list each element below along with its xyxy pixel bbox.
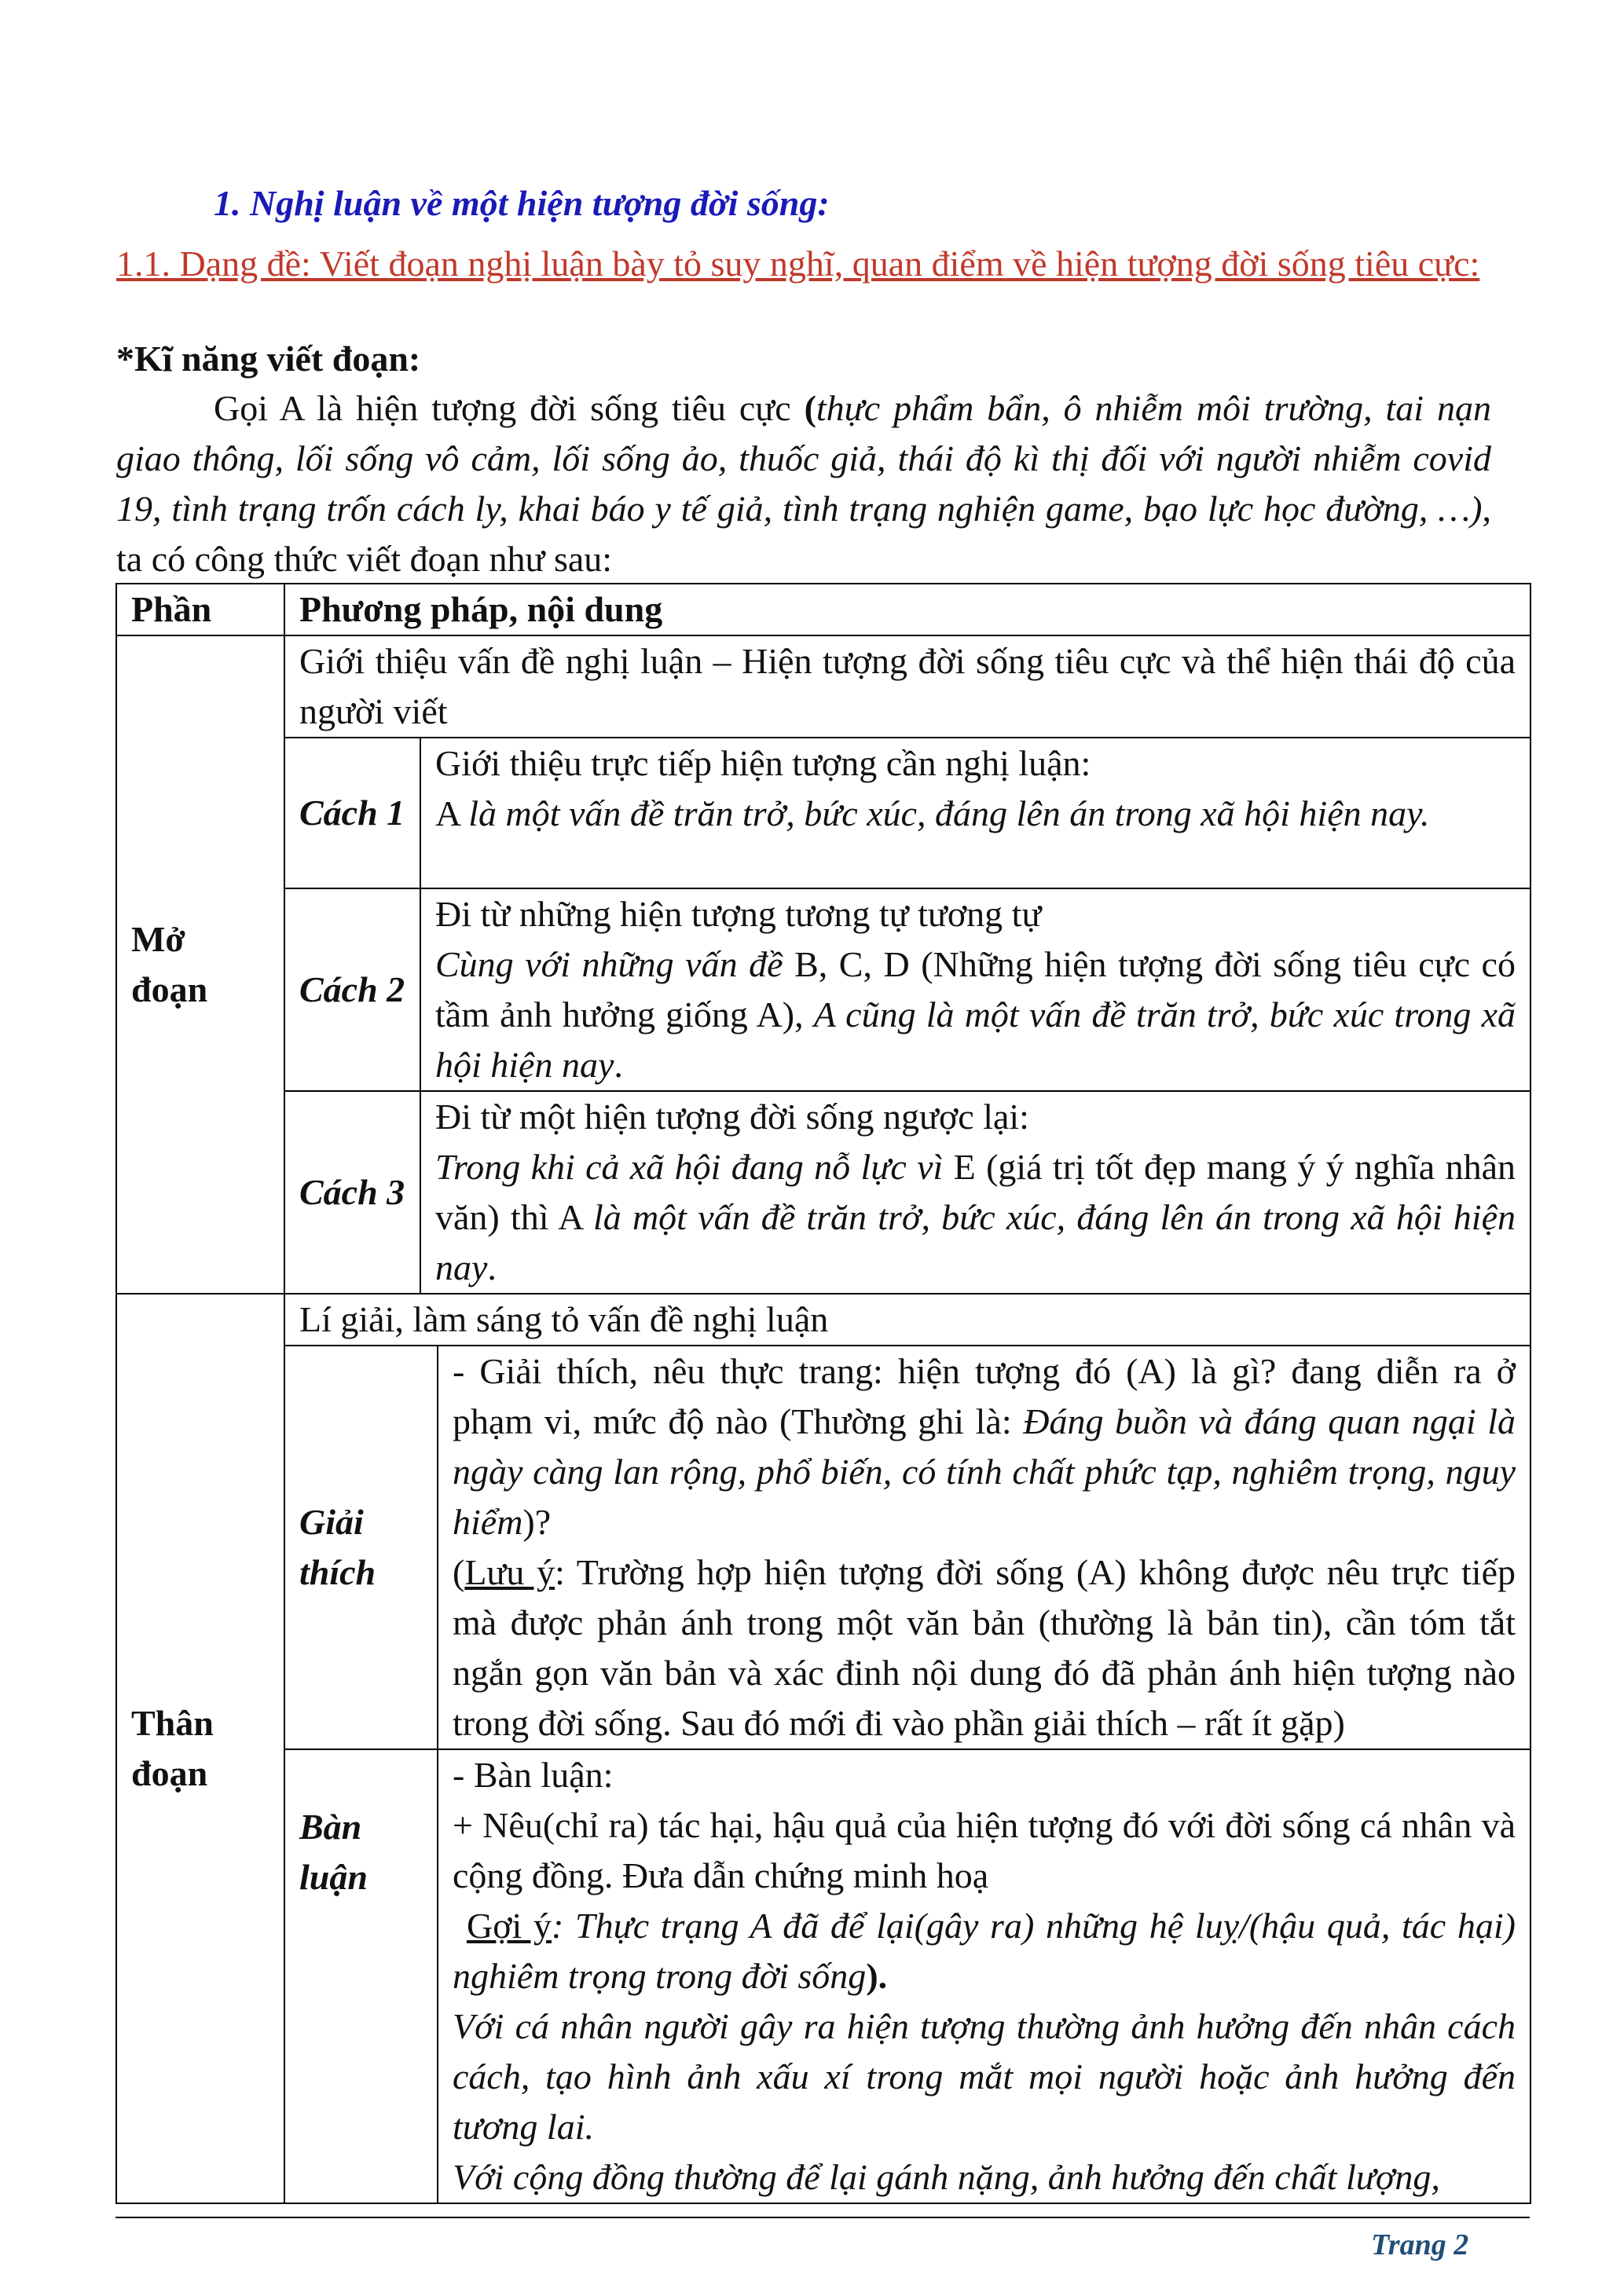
mo-doan-summary: Giới thiệu vấn đề nghị luận – Hiện tượng đời sống tiêu cực và thể hiện thái độ của người viết [284, 635, 1531, 738]
mo-doan-label: Mở đoạn [116, 635, 284, 1294]
skill-title: *Kĩ năng viết đoạn: [116, 339, 421, 379]
cach-3-row [116, 1091, 1531, 1294]
cach-1-row [116, 738, 1531, 888]
ban-luan-content: - Bàn luận: + Nêu(chỉ ra) tác hại, hậu quả của hiện tượng đó với đời sống cá nhân và cộng đồng. Đưa dẫn chứng minh hoạ Gợi ý: Thực trạng A đã để lại(gây ra) những hệ luỵ/(hậu quả, tác hại) nghiêm trọng trong đời sống). Với cá nhân người gây ra hiện tượng thường ảnh hưởng đến nhân cách cách, tạo hình ảnh xấu xí trong mắt mọi người hoặc ảnh hưởng đến tương lai. Với cộng đồng thường để lại gánh nặng, ảnh hưởng đến chất lượng, [453, 1755, 1516, 2197]
giai-thich-content: - Giải thích, nêu thực trang: hiện tượng đó (A) là gì? đang diễn ra ở phạm vi, mức độ nào (Thường ghi là: Đáng buồn và đáng quan ngại là ngày càng lan rộng, phổ biến, có tính chất phức tạp, nghiêm trọng, nguy hiểm)? (Lưu ý: Trường hợp hiện tượng đời sống (A) không được nêu trực tiếp mà được phản ánh trong một văn bản (thường là bản tin), cần tóm tắt ngắn gọn văn bản và xác đinh nội dung đó đã phản ánh hiện tượng nào trong đời sống. Sau đó mới đi vào phần giải thích – rất ít gặp) [453, 1351, 1516, 1743]
ban-luan-label: Bàn luận [285, 1750, 438, 2203]
method-table [115, 583, 1531, 2204]
cach-3-content: Đi từ một hiện tượng đời sống ngược lại: Trong khi cả xã hội đang nỗ lực vì E (giá trị tốt đẹp mang ý ý nghĩa nhân văn) thì A là một vấn đề trăn trở, bức xúc, đáng lên án trong xã hội hiện nay. [435, 1097, 1516, 1287]
header-phan: Phần [116, 584, 284, 635]
ban-luan-row [116, 1749, 1531, 2203]
section-heading: 1. Nghị luận về một hiện tượng đời sống: [214, 183, 830, 223]
than-doan-label: Thân đoạn [116, 1294, 284, 2203]
than-doan-summary: Lí giải, làm sáng tỏ vấn đề nghị luận [284, 1294, 1531, 1346]
cach-2-label: Cách 2 [285, 889, 420, 1090]
subsection-heading: 1.1. Dạng đề: Viết đoạn nghị luận bày tỏ suy nghĩ, quan điểm về hiện tượng đời sống tiêu cực: [116, 244, 1480, 284]
cach-3-label: Cách 3 [285, 1092, 420, 1293]
cach-1-content: Giới thiệu trực tiếp hiện tượng cần nghị luận: A là một vấn đề trăn trở, bức xúc, đáng lên án trong xã hội hiện nay. [435, 743, 1430, 833]
giai-thich-label: Giải thích [285, 1346, 438, 1749]
cach-1-label: Cách 1 [285, 738, 420, 888]
table-header-row [116, 584, 1531, 635]
header-content: Phương pháp, nội dung [284, 584, 1531, 635]
page-number: Trang 2 [1371, 2228, 1469, 2261]
cach-2-content: Đi từ những hiện tượng tương tự tương tự Cùng với những vấn đề B, C, D (Những hiện tượng đời sống tiêu cực có tầm ảnh hưởng giống A), A cũng là một vấn đề trăn trở, bức xúc trong xã hội hiện nay. [435, 894, 1516, 1085]
mo-doan-summary-row [116, 635, 1531, 738]
than-doan-summary-row [116, 1294, 1531, 1346]
footer-rule [115, 2217, 1530, 2218]
giai-thich-row [116, 1346, 1531, 1749]
intro-paragraph: Gọi A là hiện tượng đời sống tiêu cực (thực phẩm bẩn, ô nhiễm môi trường, tai nạn giao thông, lối sống vô cảm, lối sống ảo, thuốc giả, thái độ kì thị đối với người nhiễm covid 19, tình trạng trốn cách ly, khai báo y tế giả, tình trạng nghiện game, bạo lực học đường, …), ta có công thức viết đoạn như sau: [116, 388, 1492, 579]
cach-2-row [116, 888, 1531, 1091]
